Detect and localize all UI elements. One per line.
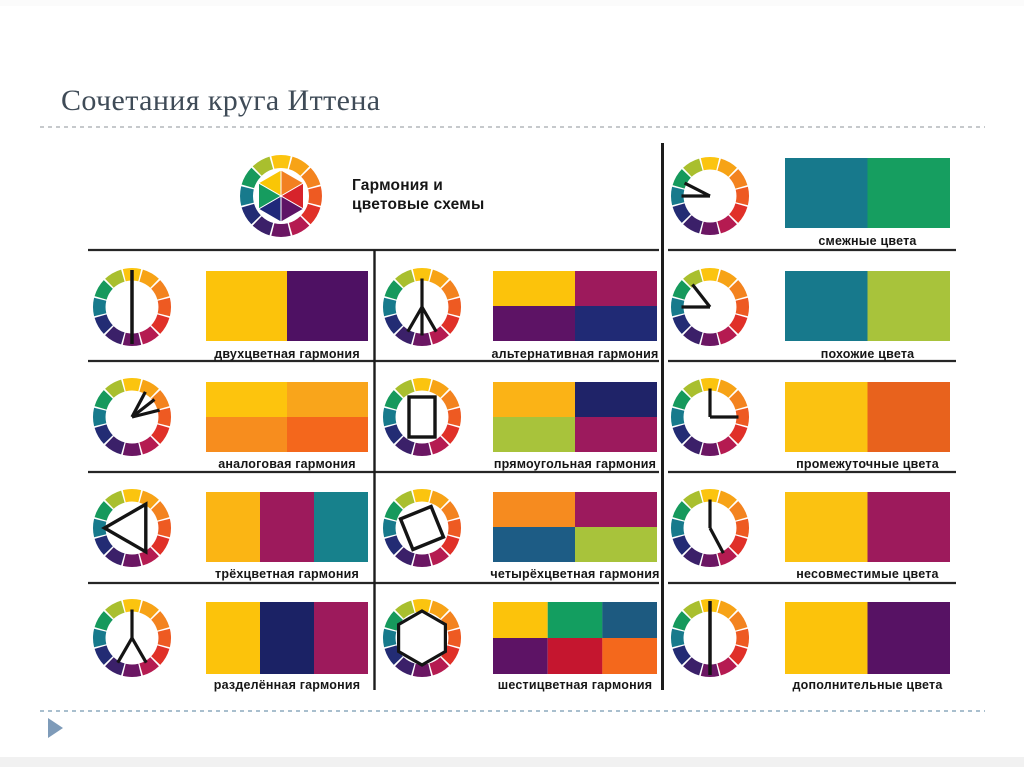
cell-label: аналоговая гармония (218, 457, 356, 471)
swatch-grid (206, 271, 368, 341)
swatch-grid (785, 382, 950, 452)
swatch-grid (785, 492, 950, 562)
swatch (493, 638, 548, 674)
swatch (287, 271, 368, 341)
cell-right-4 (671, 599, 950, 692)
cell-right-3 (671, 489, 950, 581)
swatch-grid (785, 271, 950, 341)
swatch (785, 158, 868, 228)
swatch (493, 492, 575, 527)
swatch-grid (493, 492, 657, 562)
cell-label: прямоугольная гармония (493, 457, 657, 471)
cell-right-0 (671, 157, 950, 248)
swatch (785, 492, 868, 562)
cell-middle-1 (383, 268, 658, 361)
cell-label: трёхцветная гармония (215, 567, 359, 581)
swatch (575, 417, 657, 452)
swatch (206, 271, 287, 341)
cell-left-1 (93, 268, 368, 361)
wheel-overlay-split (118, 610, 147, 663)
swatch (868, 271, 951, 341)
swatch (575, 271, 657, 306)
cell-right-1 (671, 268, 950, 361)
swatch (314, 492, 368, 562)
wheel-overlay-hands (710, 500, 723, 554)
cell-left-4 (93, 599, 368, 692)
swatch (260, 602, 314, 674)
footer-divider (40, 710, 985, 712)
wheel-overlay-rect (409, 397, 435, 437)
cell-label: дополнительные цвета (792, 678, 943, 692)
swatch-grid (206, 602, 368, 674)
swatch (868, 158, 951, 228)
cell-label: четырёхцветная гармония (490, 567, 660, 581)
swatch-grid (206, 382, 368, 452)
swatch (868, 382, 951, 452)
swatch (260, 492, 314, 562)
swatch (575, 527, 657, 562)
swatch (548, 638, 603, 674)
cell-middle-2 (383, 378, 657, 471)
header-label-line2: цветовые схемы (352, 196, 485, 213)
swatch-grid (493, 382, 657, 452)
page-title: Сочетания круга Иттена (61, 84, 381, 117)
wheel-overlay-square (401, 507, 444, 550)
swatch (868, 492, 951, 562)
swatch (575, 492, 657, 527)
cell-right-2 (671, 378, 950, 471)
cell-label: похожие цвета (820, 347, 915, 361)
swatch (575, 382, 657, 417)
cell-label: промежуточные цвета (796, 457, 939, 471)
swatch-grid (493, 271, 657, 341)
swatch-grid (206, 492, 368, 562)
header-label-line1: Гармония и (352, 177, 443, 194)
swatch (575, 306, 657, 341)
cell-label: двухцветная гармония (214, 347, 360, 361)
swatch (287, 417, 368, 452)
cell-label: смежные цвета (818, 234, 917, 248)
swatch (493, 306, 575, 341)
slide-bottom-margin (0, 757, 1024, 767)
cell-label: шестицветная гармония (497, 678, 653, 692)
cell-left-2 (93, 378, 368, 471)
cell-middle-3 (383, 489, 660, 581)
itten-wheel (240, 155, 322, 237)
wheel-overlay-hands (682, 183, 711, 196)
swatch (314, 602, 368, 674)
swatch (493, 271, 575, 306)
swatch-grid (493, 602, 657, 674)
swatch (493, 527, 575, 562)
swatch (602, 602, 657, 638)
swatch (493, 382, 575, 417)
swatch (206, 602, 260, 674)
swatch (548, 602, 603, 638)
cell-label: разделённая гармония (213, 678, 361, 692)
swatch (785, 271, 868, 341)
wheel-overlay-hexagon (399, 611, 446, 665)
swatch (287, 382, 368, 417)
swatch (493, 417, 575, 452)
swatch-grid (785, 158, 950, 228)
swatch (493, 602, 548, 638)
swatch (785, 602, 868, 674)
wheel-overlay-trident (408, 279, 437, 336)
swatch-grid (785, 602, 950, 674)
cell-label: несовместимые цвета (796, 567, 939, 581)
swatch (868, 602, 951, 674)
cell-label: альтернативная гармония (491, 347, 659, 361)
swatch (785, 382, 868, 452)
swatch (602, 638, 657, 674)
cell-left-3 (93, 489, 368, 581)
swatch (206, 382, 287, 417)
swatch (206, 417, 287, 452)
swatch (206, 492, 260, 562)
cell-middle-4 (383, 599, 657, 692)
